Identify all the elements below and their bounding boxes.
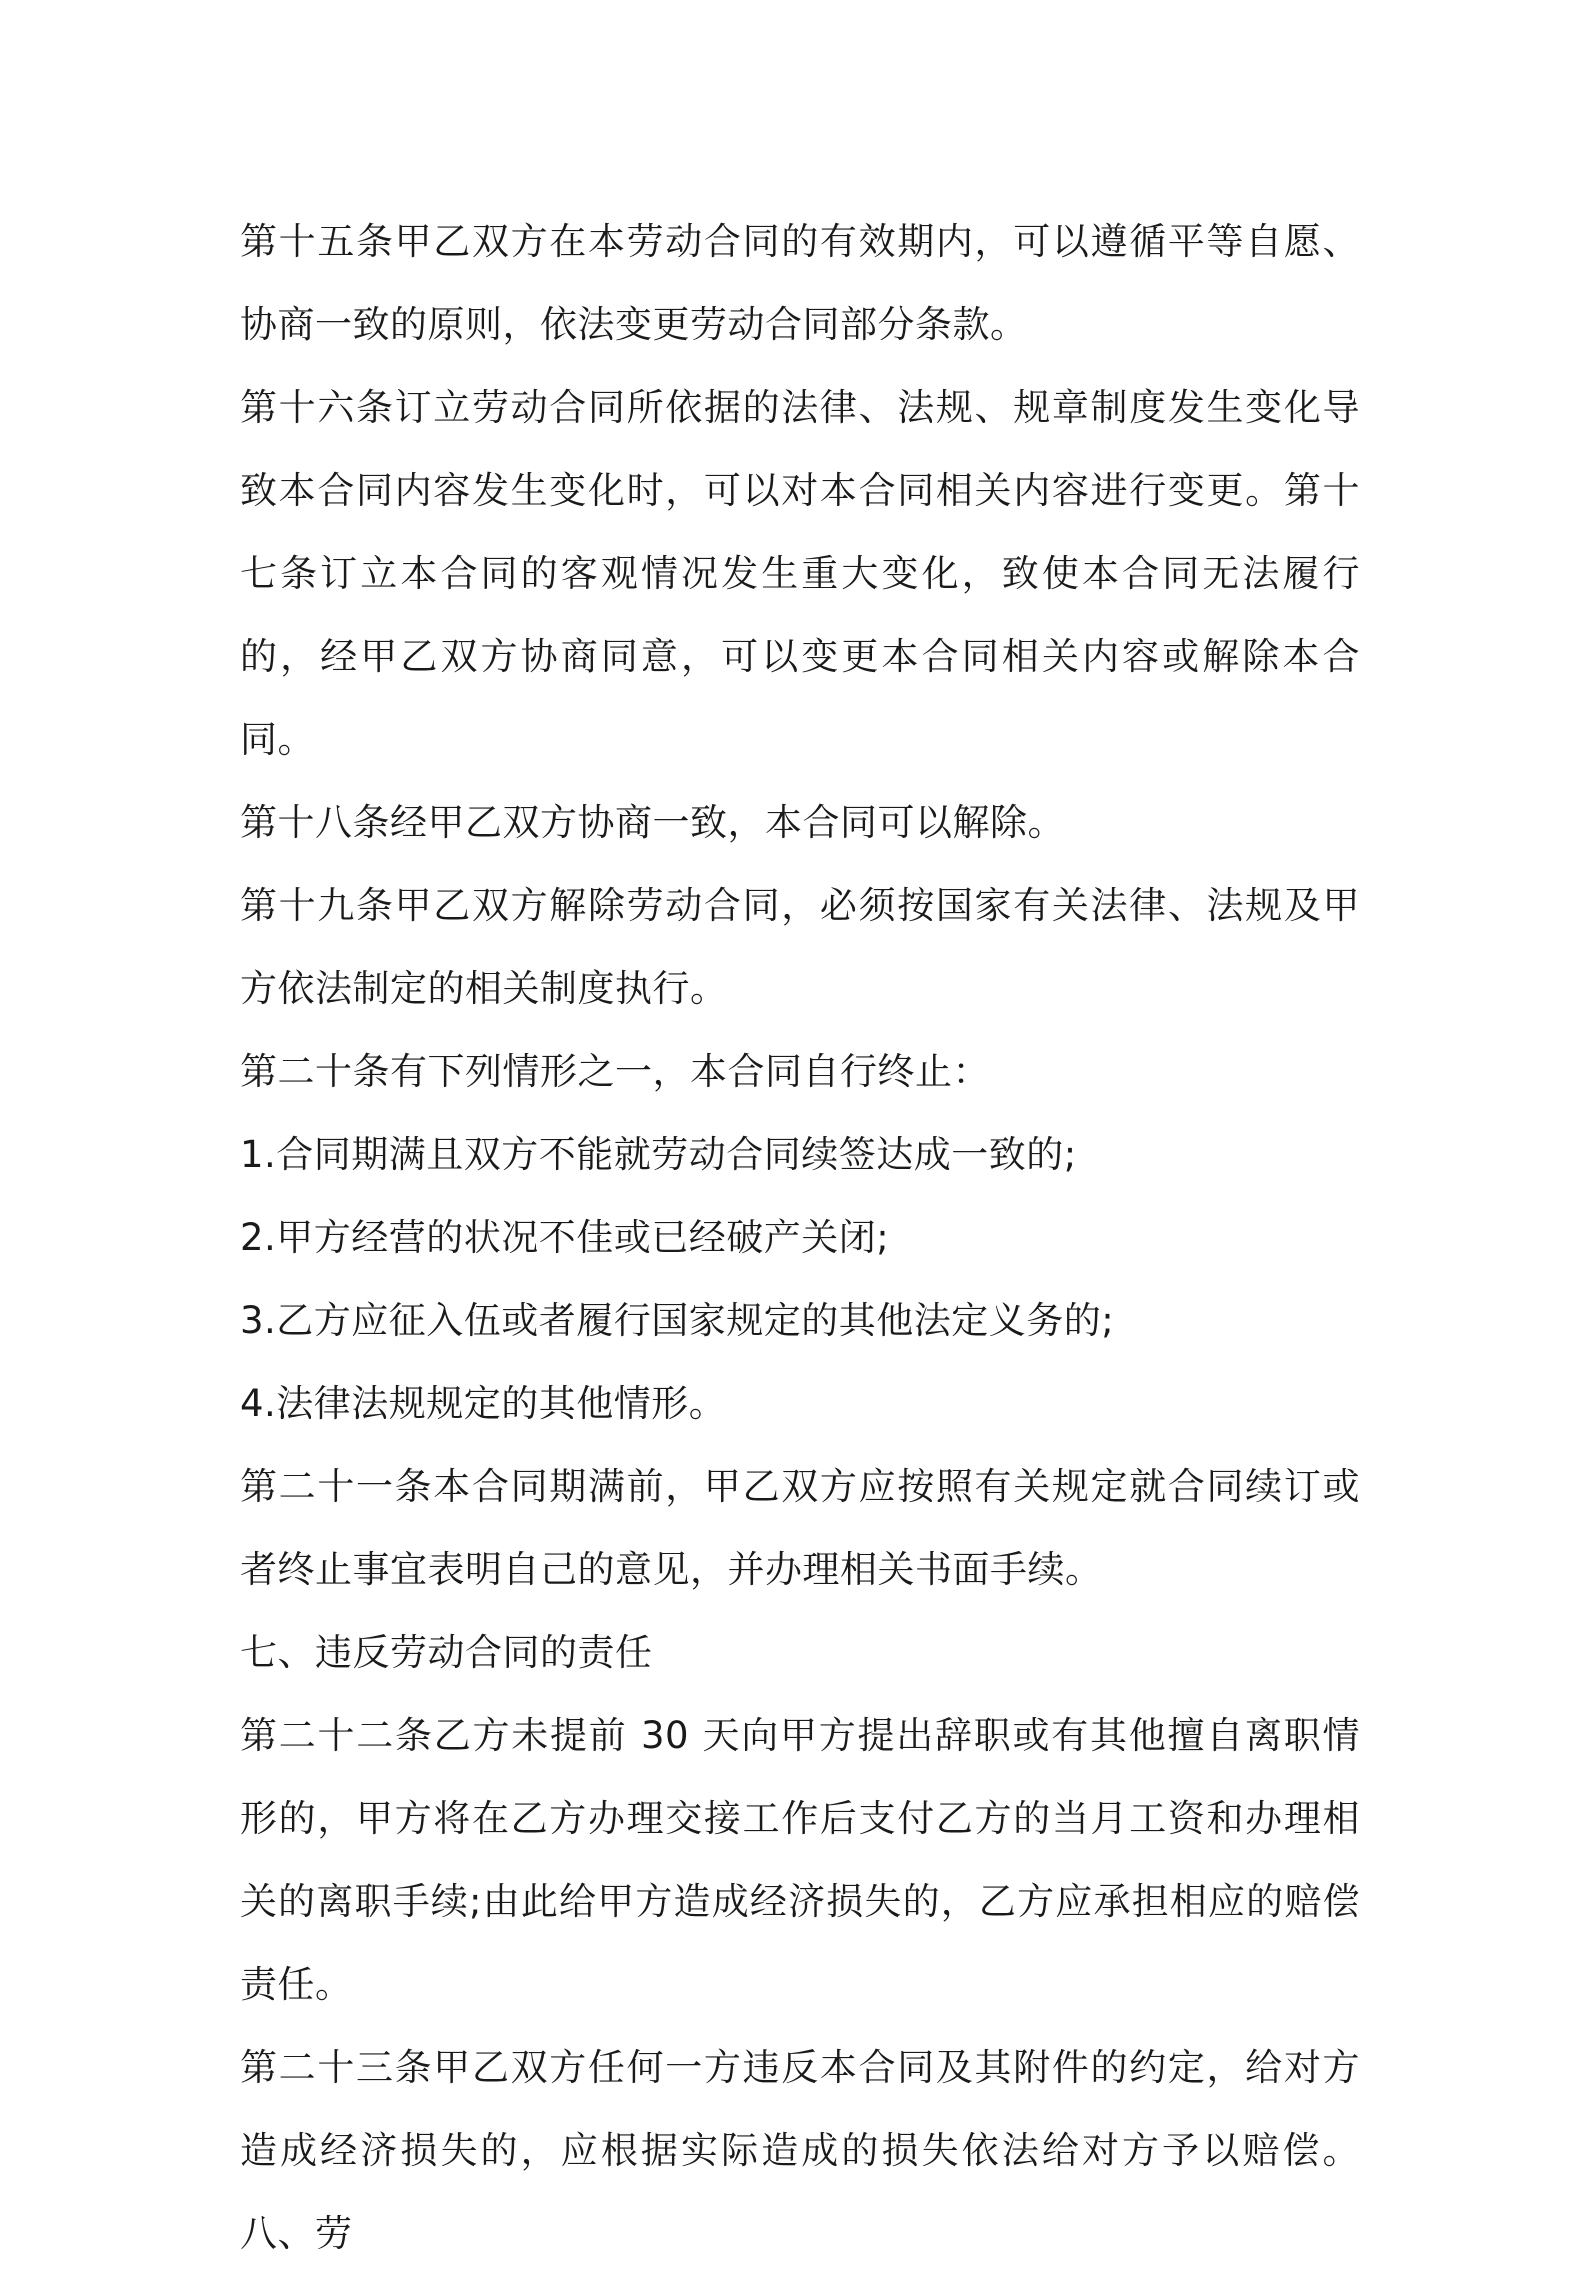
clause-20-item-3: 3.乙方应征入伍或者履行国家规定的其他法定义务的; <box>240 1299 1115 1342</box>
document-body <box>240 200 1360 2275</box>
clause-18: 第十八条经甲乙双方协商一致，本合同可以解除。 <box>240 801 1065 844</box>
clause-20-item-2: 2.甲方经营的状况不佳或已经破产关闭; <box>240 1216 890 1259</box>
clause-21: 第二十一条本合同期满前，甲乙双方应按照有关规定就合同续订或者终止事宜表明自己的意见，并办理相关书面手续。 <box>240 1465 1360 1591</box>
clause-23: 第二十三条甲乙双方任何一方违反本合同及其附件的约定，给对方造成经济损失的，应根据实际造成的损失依法给对方予以赔偿。八、劳 <box>240 2046 1360 2255</box>
clause-20-item-1: 1.合同期满且双方不能就劳动合同续签达成一致的; <box>240 1133 1077 1176</box>
clause-20-item-4: 4.法律法规规定的其他情形。 <box>240 1382 727 1425</box>
clause-20: 第二十条有下列情形之一，本合同自行终止： <box>240 1050 990 1093</box>
clause-15: 第十五条甲乙双方在本劳动合同的有效期内，可以遵循平等自愿、协商一致的原则，依法变更劳动合同部分条款。 <box>240 220 1360 346</box>
clause-16-17: 第十六条订立劳动合同所依据的法律、法规、规章制度发生变化导致本合同内容发生变化时，可以对本合同相关内容进行变更。第十七条订立本合同的客观情况发生重大变化，致使本合同无法履行的，经甲乙双方协商同意，可以变更本合同相关内容或解除本合同。 <box>240 386 1360 761</box>
clause-22: 第二十二条乙方未提前 30 天向甲方提出辞职或有其他擅自离职情形的，甲方将在乙方办理交接工作后支付乙方的当月工资和办理相关的离职手续;由此给甲方造成经济损失的，乙方应承担相应的赔偿责任。 <box>240 1714 1360 2006</box>
clause-19: 第十九条甲乙双方解除劳动合同，必须按国家有关法律、法规及甲方依法制定的相关制度执行。 <box>240 884 1360 1010</box>
section-heading-7: 七、违反劳动合同的责任 <box>240 1631 653 1674</box>
